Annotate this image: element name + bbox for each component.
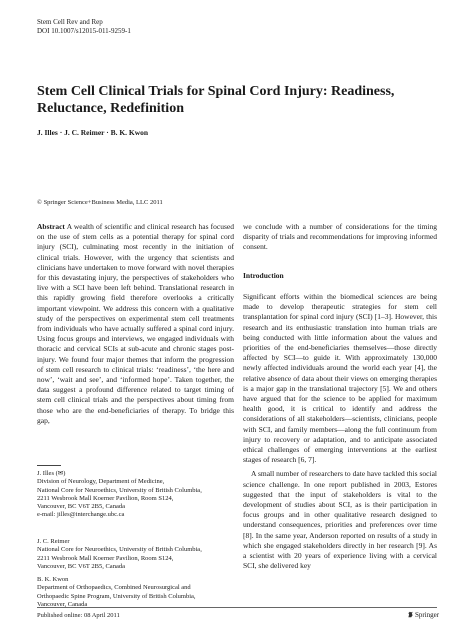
affiliation-kwon [37,576,234,609]
affiliation-line: J. C. Reimer [37,538,70,545]
springer-horse-icon [407,611,414,618]
abstract-block [37,222,234,426]
affiliation-line: Vancouver, BC V6T 2B5, Canada [37,503,125,511]
journal-doi[interactable]: DOI 10.1007/s12015-011-9259-1 [37,27,131,35]
journal-name: Stem Cell Rev and Rep [37,18,103,26]
author-email-link[interactable]: e-mail: jilles@interchange.ubc.ca [37,511,125,519]
affiliation-line: Division of Neurology, Department of Medicine, [37,478,165,486]
affiliation-reimer [37,538,234,571]
affiliation-line: B. K. Kwon [37,576,69,583]
affiliation-line: J. Illes (✉) [37,470,66,477]
affiliation-line: 2211 Wesbrook Mall Koerner Pavilion, Room S124, [37,554,174,562]
abstract-label: Abstract [37,222,65,231]
introduction-body [243,292,437,571]
affiliation-line: National Core for Neuroethics, University of British Columbia, [37,486,202,494]
affiliation-illes [37,470,234,520]
publisher-logo [407,611,439,619]
publication-date: Published online: 08 April 2011 [37,612,120,619]
affiliation-divider [37,465,61,466]
affiliation-line: Vancouver, BC V6T 2B5, Canada [37,562,125,570]
affiliation-line: Department of Orthopaedics, Combined Neurosurgical and [37,584,191,592]
abstract-text: A wealth of scientific and clinical research has focused on the use of stem cells as a potential therapy for spinal cord injury (SCI), culminating most recently in the initiation of clinical trials. However, with the urgency that scientists and clinicians have undertaken to move forward with novel therapies for this devastating injury, the perspectives of stakeholders who live with a SCI have been left behind. Translational research in this rapidly growing field therefore overlooks a critically important viewpoint. We address this concern with a qualitative study of the perspectives on experimental stem cell treatments from individuals who have actually suffered a spinal cord injury. Using focus groups and interviews, we engaged individuals with thoracic and cervical SCIs at sub-acute and chronic stages post-injury. We found four major themes that inform the progression of stem cell research to clinical trials: ‘readiness’, ‘the here and now’, ‘wait and see’, and ‘informed hope’. Taken together, the data suggest a profound difference related to target timing of stem cell clinical trials and the perspectives about timing from those who are the end-beneficiaries of therapy. To bridge this gap, [37,222,234,425]
abstract-continuation-block [243,222,437,253]
affiliation-line: 2211 Wesbrook Mall Koerner Pavilion, Room S124, [37,494,174,502]
intro-paragraph-1: Significant efforts within the biomedical sciences are being made to develop therapeutic strategies for stem cell transplantation for spinal cord injury (SCI) [1–3]. However, this research and its enthusiastic translation into human trials are being conducted with little information about the values and priorities of the end-beneficiaries themselves—those directly affected by SCI—to guide it. With approximately 130,000 newly affected individuals around the world each year [4], the relative absence of data about their views on emerging therapies is a major gap in the translational trajectory [5]. We and others have argued that for the science to be applied for maximum health good, it is critical to identify and address the considerations of all stakeholders—scientists, clinicians, people with SCI, and family members—along the full continuum from injury to recovery or adaptation, and to anticipate associated ethical challenges of emerging interventions at the earliest stages of research [6, 7]. [243,292,437,465]
affiliation-line: Orthopaedic Spine Program, University of British Columbia, [37,592,196,600]
affiliation-line: Vancouver, Canada [37,600,88,608]
section-heading-introduction: Introduction [243,271,284,280]
article-title: Stem Cell Clinical Trials for Spinal Cord Injury: Readiness, Reluctance, Redefinition [37,84,395,116]
copyright-notice: © Springer Science+Business Media, LLC 2011 [37,199,163,206]
journal-header [37,18,131,36]
abstract-continuation: we conclude with a number of considerations for the timing disparity of trials and recommendations for improving informed consent. [243,222,437,252]
footer-divider [37,607,437,608]
affiliation-line: National Core for Neuroethics, University of British Columbia, [37,546,202,554]
author-list: J. Illes · J. C. Reimer · B. K. Kwon [37,128,149,137]
intro-paragraph-2: A small number of researchers to date have tackled this social science challenge. In one report published in 2003, Estores suggested that the input of stakeholders is vital to the development of studies about SCI, as is their participation in focus groups and in other qualitative research designed to understand consequences, priorities and preferences over time [8]. In the same year, Anderson reported on results of a study in which she engaged stakeholders directly in her research [9]. As a scientist with 20 years of experience living with a cervical SCI, she delivered key [243,469,437,571]
publisher-name: Springer [415,611,440,619]
